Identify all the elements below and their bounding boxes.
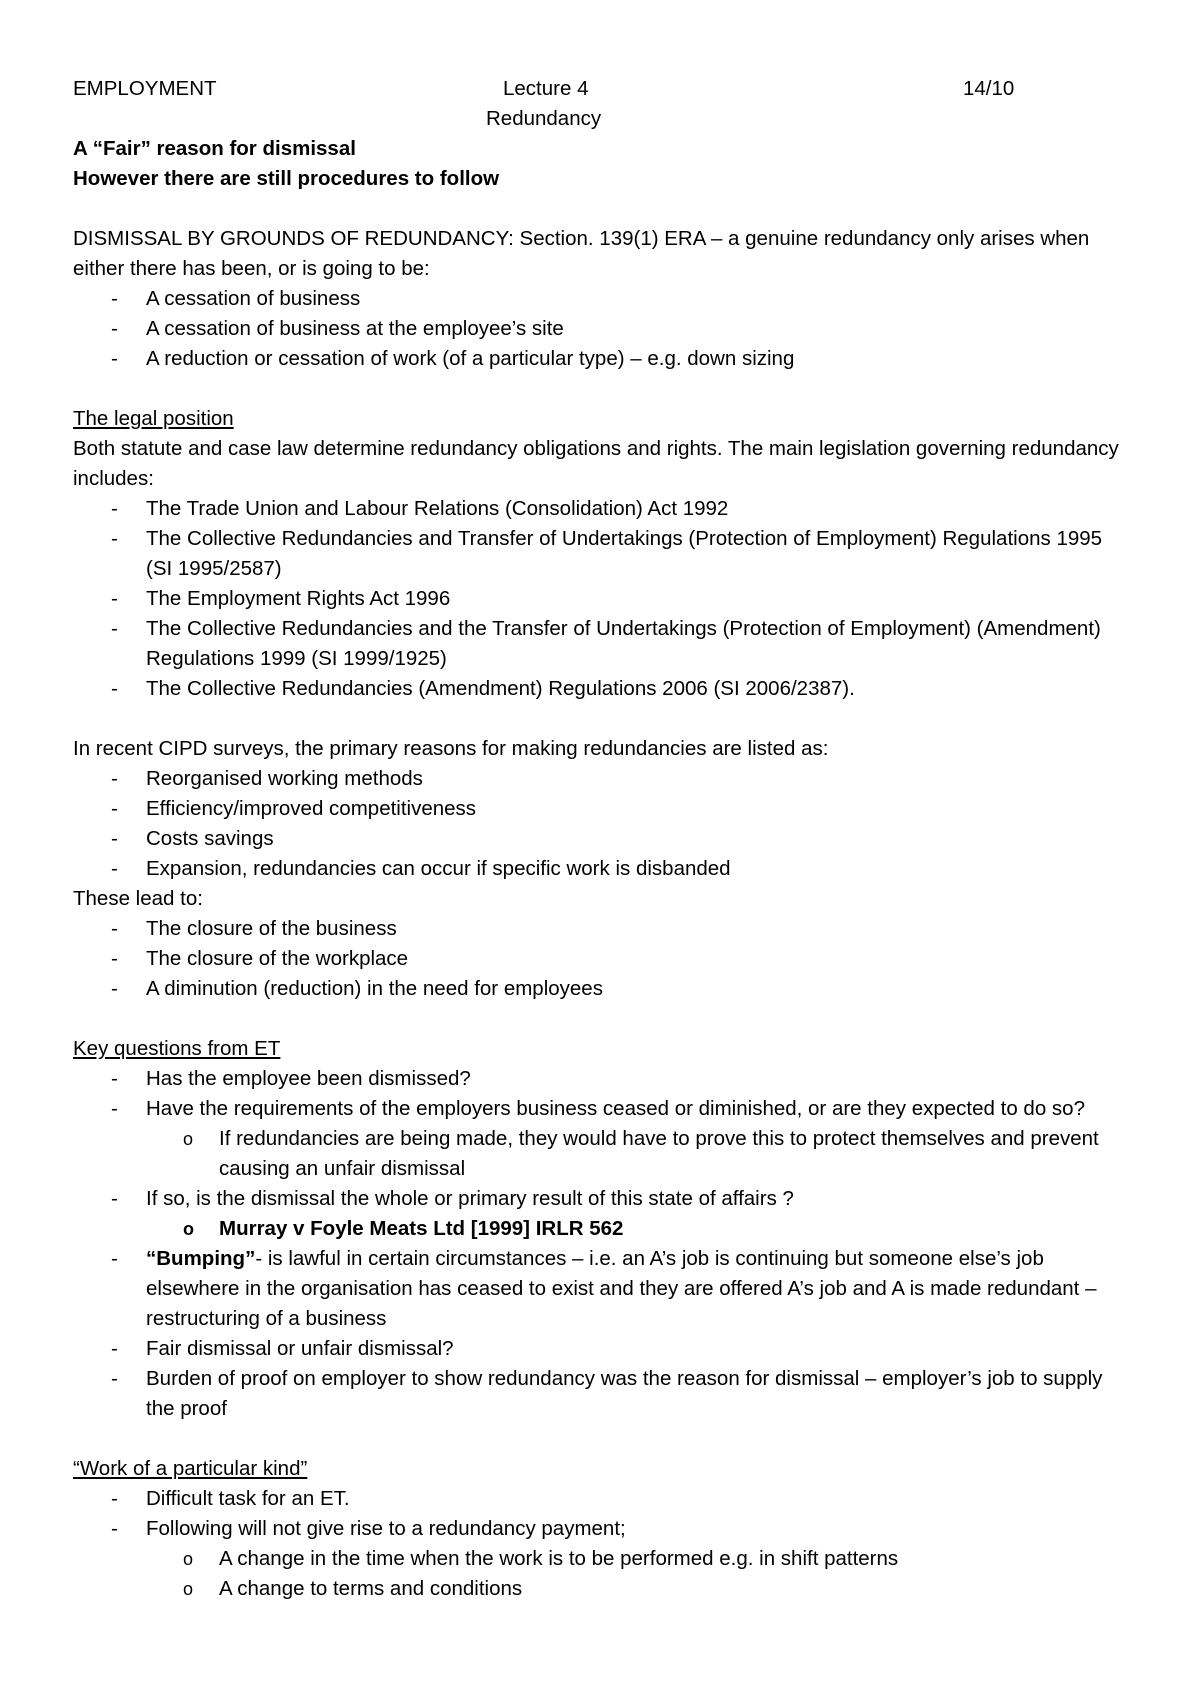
question-text: Have the requirements of the employers business ceased or diminished, or are they expected to do so? [146, 1097, 1085, 1120]
sub-list-item: o If redundancies are being made, they would have to prove this to protect themselves and prevent causing an unfair dismissal [73, 1124, 1133, 1184]
document-page [73, 74, 1133, 1604]
case-citation: o Murray v Foyle Meats Ltd [1999] IRLR 562 [73, 1214, 1133, 1244]
header-lecture: Lecture 4 [503, 77, 589, 100]
header-date: 14/10 [963, 77, 1015, 100]
redundancy-grounds-list [73, 284, 1133, 374]
list-item: - A reduction or cessation of work (of a particular type) – e.g. down sizing [73, 344, 1133, 374]
list-item: - Has the employee been dismissed? [73, 1064, 1133, 1094]
work-kind-list [73, 1484, 1133, 1604]
list-item [73, 1184, 1133, 1244]
list-item: - Fair dismissal or unfair dismissal? [73, 1334, 1133, 1364]
list-item-text: Following will not give rise to a redundancy payment; [146, 1517, 626, 1540]
consequences-list [73, 914, 1133, 1004]
sub-list [73, 1214, 1133, 1244]
cipd-surveys-text: In recent CIPD surveys, the primary reasons for making redundancies are listed as: [73, 737, 829, 760]
bumping-term: “Bumping” [146, 1247, 256, 1270]
consequences-lead: These lead to: [73, 887, 203, 910]
list-item: - The closure of the business [73, 914, 1133, 944]
list-item [73, 1094, 1133, 1184]
sub-list-item: o A change to terms and conditions [73, 1574, 1133, 1604]
list-item [73, 1244, 1133, 1334]
legal-position-text: Both statute and case law determine redundancy obligations and rights. The main legislation governing redundancy includes: [73, 437, 1119, 490]
list-item: - Difficult task for an ET. [73, 1484, 1133, 1514]
document-header [73, 74, 1133, 104]
redundancy-definition: DISMISSAL BY GROUNDS OF REDUNDANCY: Section. 139(1) ERA – a genuine redundancy only arises when either there has been, or is going to be: [73, 227, 1090, 280]
header-course: EMPLOYMENT [73, 77, 217, 100]
reasons-list [73, 764, 1133, 884]
intro-line-2: However there are still procedures to follow [73, 167, 500, 190]
question-text: If so, is the dismissal the whole or primary result of this state of affairs ? [146, 1187, 794, 1210]
list-item [73, 1514, 1133, 1604]
list-item: - A diminution (reduction) in the need for employees [73, 974, 1133, 1004]
legislation-list [73, 494, 1133, 704]
key-questions-list [73, 1064, 1133, 1424]
list-item: - The Employment Rights Act 1996 [73, 584, 1133, 614]
sub-list-item: o A change in the time when the work is to be performed e.g. in shift patterns [73, 1544, 1133, 1574]
list-item: - Costs savings [73, 824, 1133, 854]
sub-list [73, 1544, 1133, 1604]
list-item: - Efficiency/improved competitiveness [73, 794, 1133, 824]
list-item: - The Trade Union and Labour Relations (Consolidation) Act 1992 [73, 494, 1133, 524]
list-item: - Expansion, redundancies can occur if specific work is disbanded [73, 854, 1133, 884]
list-item: - The closure of the workplace [73, 944, 1133, 974]
document-title: Redundancy [486, 107, 602, 130]
list-item: - Burden of proof on employer to show redundancy was the reason for dismissal – employer’s job to supply the proof [73, 1364, 1133, 1424]
list-item: - The Collective Redundancies (Amendment) Regulations 2006 (SI 2006/2387). [73, 674, 1133, 704]
list-item: - A cessation of business at the employee’s site [73, 314, 1133, 344]
bumping-text: - is lawful in certain circumstances – i.e. an A’s job is continuing but someone else’s job elsewhere in the organisation has ceased to exist and they are offered A’s job and A is made redundant – restructuring of a business [146, 1247, 1097, 1330]
intro-line-1: A “Fair” reason for dismissal [73, 137, 356, 160]
list-item: - The Collective Redundancies and Transfer of Undertakings (Protection of Employment) Regulations 1995 (SI 1995/2587) [73, 524, 1133, 584]
list-item: - A cessation of business [73, 284, 1133, 314]
section-heading-work-kind: “Work of a particular kind” [73, 1457, 308, 1480]
list-item: - The Collective Redundancies and the Transfer of Undertakings (Protection of Employment) (Amendment) Regulations 1999 (SI 1999/1925) [73, 614, 1133, 674]
section-heading-legal-position: The legal position [73, 407, 234, 430]
section-heading-key-questions: Key questions from ET [73, 1037, 281, 1060]
list-item: - Reorganised working methods [73, 764, 1133, 794]
sub-list [73, 1124, 1133, 1184]
